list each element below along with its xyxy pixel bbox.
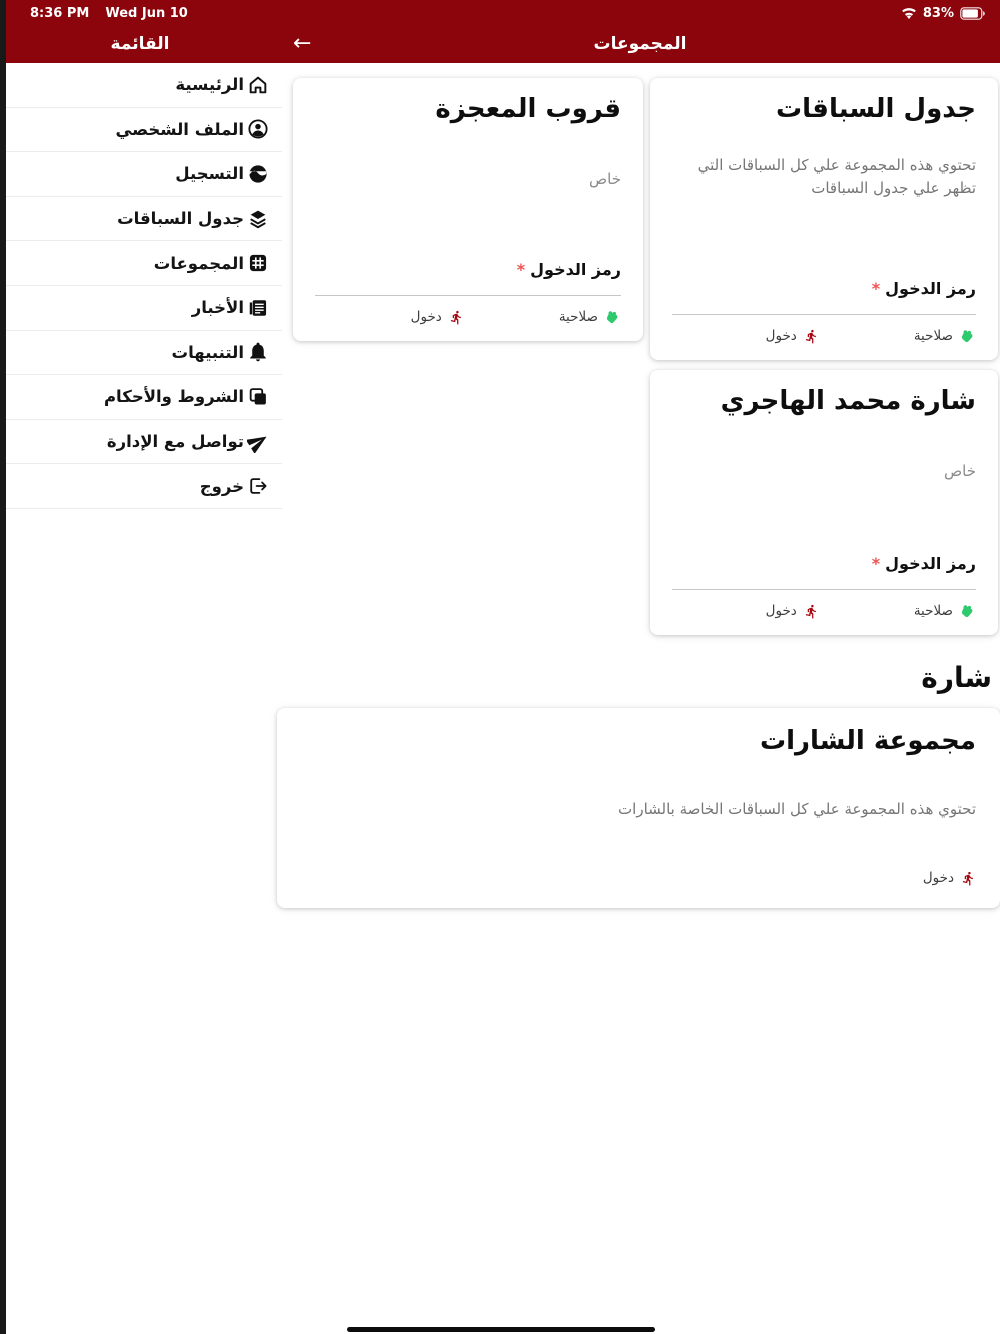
validity-button[interactable]: صلاحية <box>914 603 974 619</box>
red-runner-icon <box>449 310 464 325</box>
back-arrow-icon[interactable]: ← <box>293 31 312 56</box>
sidebar-item-home[interactable] <box>6 63 282 108</box>
enter-button[interactable]: دخول <box>923 870 976 886</box>
sidebar-item-label: خروج <box>199 476 244 496</box>
clock-time: 8:36 PM <box>30 6 90 21</box>
logout-icon <box>247 475 269 497</box>
red-runner-icon <box>804 329 819 344</box>
registration-icon <box>247 163 269 185</box>
sidebar-drawer <box>6 63 282 509</box>
enter-button[interactable]: دخول <box>766 603 819 619</box>
sidebar-item-profile[interactable] <box>6 108 282 153</box>
green-hand-icon <box>605 310 619 325</box>
required-asterisk: * <box>871 279 881 298</box>
sidebar-item-label: المجموعات <box>153 253 244 273</box>
required-asterisk: * <box>516 260 526 279</box>
access-code-label: رمز الدخول* <box>516 260 621 279</box>
profile-icon <box>247 118 269 140</box>
validity-button[interactable]: صلاحية <box>559 309 619 325</box>
green-hand-icon <box>960 604 974 619</box>
badge-section-heading: شارة <box>921 661 992 694</box>
nav-bar <box>0 27 1000 63</box>
sidebar-item-label: الأخبار <box>191 298 244 318</box>
sidebar-item-label: جدول السباقات <box>117 209 244 229</box>
wifi-icon <box>901 7 917 20</box>
bell-icon <box>247 341 269 363</box>
card-actions <box>672 590 976 627</box>
validity-button[interactable]: صلاحية <box>914 328 974 344</box>
grid-icon <box>247 252 269 274</box>
sidebar-item-logout[interactable] <box>6 464 282 509</box>
group-card-description: تحتوي هذه المجموعة علي كل السباقات التي تظهر علي جدول السباقات <box>697 156 976 198</box>
group-card-description: تحتوي هذه المجموعة علي كل السباقات الخاصة بالشارات <box>618 800 976 818</box>
red-runner-icon <box>961 871 976 886</box>
sidebar-item-news[interactable] <box>6 286 282 331</box>
access-code-label: رمز الدخول* <box>871 279 976 298</box>
screen-edge-strip <box>0 0 6 1334</box>
sidebar-item-label: التسجيل <box>175 164 244 184</box>
privacy-label: خاص <box>589 170 621 188</box>
drawer-title: القائمة <box>110 34 170 54</box>
sidebar-item-groups[interactable] <box>6 241 282 286</box>
group-card-title: قروب المعجزة <box>435 94 621 124</box>
group-card-hajri-badge <box>650 370 998 635</box>
battery-icon <box>960 7 986 20</box>
group-card-title: شارة محمد الهاجري <box>720 386 976 416</box>
home-icon <box>247 74 269 96</box>
enter-button[interactable]: دخول <box>766 328 819 344</box>
status-right <box>901 6 986 21</box>
sidebar-item-race-schedule[interactable] <box>6 197 282 242</box>
card-actions <box>315 296 621 333</box>
groups-content <box>285 63 1000 908</box>
battery-percent: 83% <box>922 6 954 21</box>
news-icon <box>247 297 269 319</box>
group-cards-grid <box>285 63 1000 635</box>
status-bar <box>0 0 1000 27</box>
group-card-title: مجموعة الشارات <box>759 726 976 756</box>
terms-icon <box>247 386 269 408</box>
sidebar-item-label: التنبيهات <box>171 342 244 362</box>
send-icon <box>247 431 269 453</box>
page-title: المجموعات <box>593 34 687 54</box>
status-left <box>30 6 188 21</box>
sidebar-item-registration[interactable] <box>6 152 282 197</box>
sidebar-item-terms[interactable] <box>6 375 282 420</box>
required-asterisk: * <box>871 554 881 573</box>
sidebar-item-contact-admin[interactable] <box>6 420 282 465</box>
privacy-label: خاص <box>944 462 976 480</box>
sidebar-item-label: تواصل مع الإدارة <box>106 432 244 452</box>
group-card-miracle <box>293 78 643 341</box>
sidebar-item-label: الملف الشخصي <box>115 119 244 139</box>
red-runner-icon <box>804 604 819 619</box>
clock-date: Wed Jun 10 <box>105 6 188 21</box>
group-card-race-schedule <box>650 78 998 360</box>
group-card-title: جدول السباقات <box>776 94 976 124</box>
sidebar-item-notifications[interactable] <box>6 331 282 376</box>
green-hand-icon <box>960 329 974 344</box>
sidebar-item-label: الشروط والأحكام <box>103 387 244 407</box>
card-actions <box>672 315 976 352</box>
sidebar-item-label: الرئيسية <box>175 75 244 95</box>
layers-icon <box>247 208 269 230</box>
home-indicator[interactable] <box>347 1327 655 1332</box>
access-code-label: رمز الدخول* <box>871 554 976 573</box>
group-card-badges <box>277 708 1000 908</box>
enter-button[interactable]: دخول <box>411 309 464 325</box>
